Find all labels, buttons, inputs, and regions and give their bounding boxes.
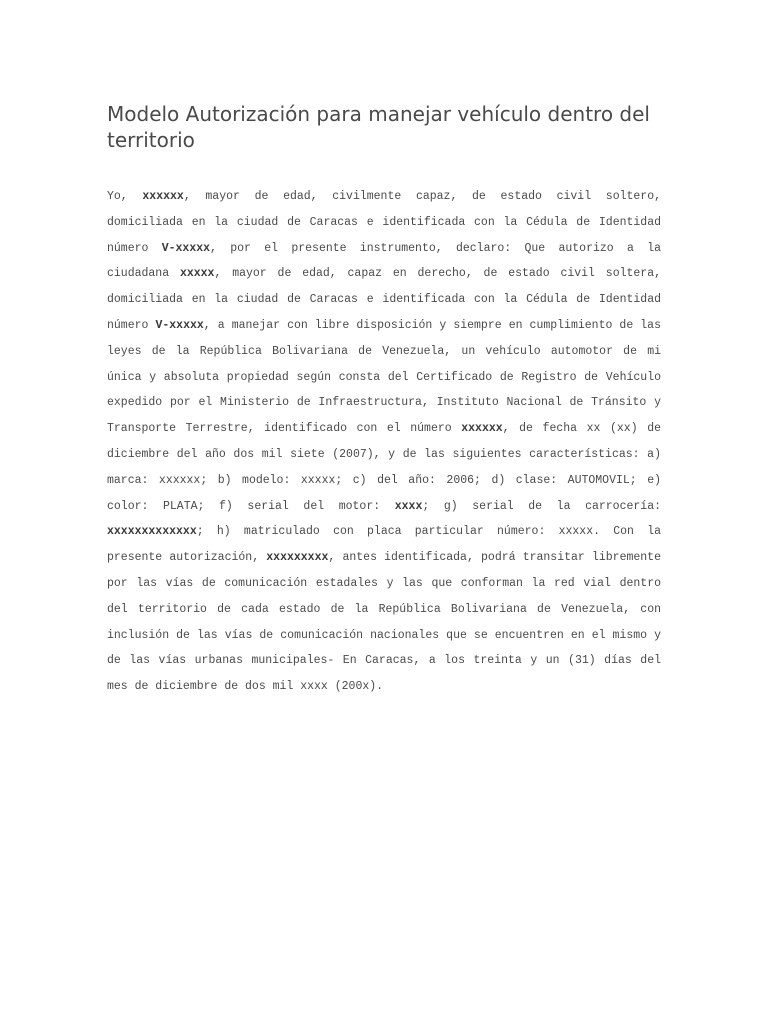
body-text-segment: ; g) serial de la carrocería: (422, 499, 661, 513)
placeholder-field: xxxx (394, 499, 423, 513)
body-text-segment: , mayor de edad, civilmente capaz, de estado civil soltero, domiciliada en la ciudad de Caracas e identificada con la Cédula de Identidad número (107, 190, 661, 255)
placeholder-field: V-xxxxx (155, 318, 204, 332)
placeholder-field: xxxxxxxxxxxxx (107, 525, 197, 539)
placeholder-field: xxxxxx (461, 422, 503, 436)
placeholder-field: V-xxxxx (161, 241, 211, 255)
body-text-segment: , por el presente instrumento, declaro: Que autorizo a la ciudadana (107, 241, 661, 281)
placeholder-field: xxxxxxxxx (266, 551, 329, 565)
body-text-segment: , a manejar con libre disposición y siempre en cumplimiento de las leyes de la República Bolivariana de Venezuela, un vehículo automotor de mi única y absoluta propiedad según consta del Certificado de Registro de Vehículo expedido por el Ministerio de Infraestructura, Instituto Nacional de Tránsito y Transporte Terrestre, identificado con el número (107, 318, 661, 436)
document-body (107, 184, 661, 700)
body-text-segment: Yo, (107, 190, 143, 203)
placeholder-field: xxxxxx (142, 190, 184, 203)
document-title: Modelo Autorización para manejar vehículo dentro del territorio (107, 102, 650, 152)
body-text-segment: , antes identificada, podrá transitar libremente por las vías de comunicación estadales y las que conforman la red vial dentro del territorio de cada estado de la República Bolivariana de Venezuela, con inclusión de las vías de comunicación nacionales que se encuentren en el mismo y de las vías urbanas municipales- En Caracas, a los treinta y un (31) días del mes de diciembre de dos mil xxxx (200x). (107, 551, 661, 694)
body-text-segment: , mayor de edad, capaz en derecho, de estado civil soltera, domiciliada en la ciudad de Caracas e identificada con la Cédula de Identidad número (107, 267, 661, 332)
body-text-segment: ; h) matriculado con placa particular número: xxxxx. Con la presente autorización, (107, 525, 661, 565)
placeholder-field: xxxxx (179, 267, 215, 281)
body-text-segment: , de fecha xx (xx) de diciembre del año dos mil siete (2007), y de las siguientes características: a) marca: xxxxxx; b) modelo: xxxxx; c) del año: 2006; d) clase: AUTOMOVIL; e) color: PLATA; f) serial del motor: (107, 422, 661, 513)
